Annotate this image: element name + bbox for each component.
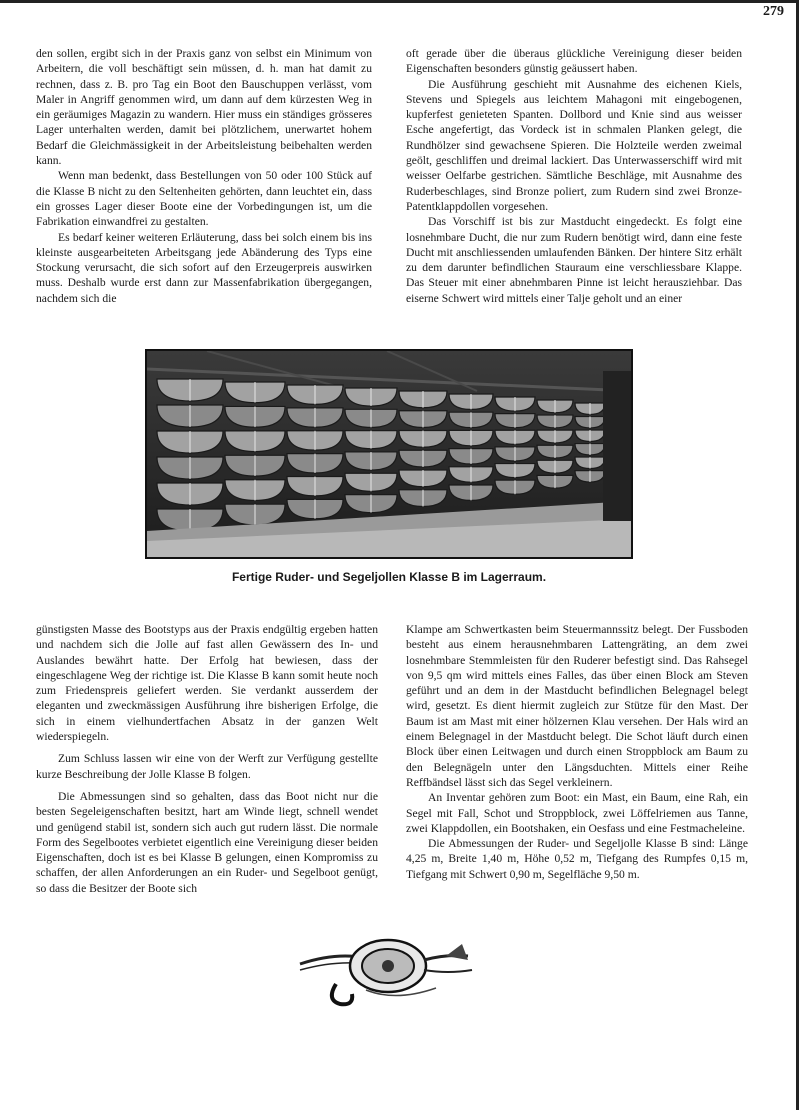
paragraph: Es bedarf keiner weiteren Erläuterung, dass bei solch einem bis ins kleinste ausgearbeiteten Arbeitsgang jede Abänderung des Typs eine Stockung verursacht, die sich sofort auf den Erzeugerpreis auswirken muss. Deshalb wurde erst dann zur Massenfabrikation übergegangen, nachdem sich die bbox=[36, 230, 372, 305]
text-column-1 bbox=[36, 46, 372, 306]
photo-boat-storage bbox=[145, 349, 633, 559]
text-column-3 bbox=[36, 622, 378, 896]
paragraph: Zum Schluss lassen wir eine von der Werft zur Verfügung gestellte kurze Beschreibung der Jolle Klasse B folgen. bbox=[36, 752, 378, 781]
paragraph: Die Ausführung geschieht mit Ausnahme des eichenen Kiels, Stevens und Spiegels aus leichtem Mahagoni mit eingebogenen, kupferfest genieteten Spanten. Dollbord und Knie sind aus weisser Esche angefertigt, das Vordeck ist in schmalen Planken gelegt, die Rundhölzer sind gewachsene Spieren. Die Holzteile werden zweimal geölt, geschliffen und dreimal lackiert. Das Unterwasserschiff wird mit weisser Oelfarbe gestrichen. Sämtliche Beschläge, mit Ausnahme des Ruderbeschlages, sind Bronze poliert, zum Rudern sind zwei Bronze-Patentklappdollen vorgesehen. bbox=[406, 77, 742, 213]
pulley-block-illustration bbox=[296, 930, 482, 1010]
paragraph: günstigsten Masse des Bootstyps aus der Praxis endgültig ergeben hatten und nachdem sich die Jolle auf fast allen Gewässern des In- und Auslandes bewährt hatte. Der Erfolg hat bewiesen, dass der eingeschlagene Weg der richtige ist. Die Klasse B kann somit heute noch zum Friedenspreis geliefert werden. Sie verdankt ausserdem der eleganten und zweckmässigen Ausführung ihre bisherigen Erfolge, die sich in einem vielhundertfachen Absatz in der ganzen Welt wiederspiegeln. bbox=[36, 623, 378, 744]
paragraph: den sollen, ergibt sich in der Praxis ganz von selbst ein Minimum von Arbeitern, die voll beschäftigt sein müssen, d. h. man hat damit zu rechnen, dass z. B. pro Tag ein Boot den Bauschuppen verlässt, vom Maler in Angriff genommen wird, um dann auf dem kürzesten Weg in ein geräumiges Magazin zu wandern. Hier muss ein ständiges grösseres Lager unterhalten werden, damit bei plötzlichem, unerwartet hohem Bedarf die Gleichmässigkeit in der Arbeitsleistung beibehalten werden kann. bbox=[36, 47, 372, 168]
top-rule bbox=[0, 0, 799, 3]
paragraph: Wenn man bedenkt, dass Bestellungen von 50 oder 100 Stück auf die Klasse B nicht zu den Seltenheiten gehörten, dann leuchtet ein, dass ein grosses Lager dieser Boote eine der Vorbedingungen ist, um die Fabrikation einwandfrei zu gestalten. bbox=[36, 169, 372, 229]
paragraph: Die Abmessungen der Ruder- und Segeljolle Klasse B sind: Länge 4,25 m, Breite 1,40 m, Höhe 0,52 m, Tiefgang des Rumpfes 0,15 m, Tiefgang mit Schwert 0,90 m, Segelfläche 9,50 m. bbox=[406, 837, 748, 881]
paragraph: An Inventar gehören zum Boot: ein Mast, ein Baum, eine Rah, ein Segel mit Fall, Schot und Stroppblock, zwei Löffelriemen aus Tanne, zwei Klappdollen, ein Bootshaken, ein Oesfass und eine Festmacheleine. bbox=[406, 791, 748, 835]
paragraph: Das Vorschiff ist bis zur Mastducht eingedeckt. Es folgt eine losnehmbare Ducht, die nur zum Rudern benötigt wird, dann eine feste Ducht mit anschliessenden umlaufenden Bänken. Der hintere Sitz erhält zu dem darunter befindlichen Stauraum eine verschliessbare Klappe. Das Steuer mit einer abnehmbaren Pinne ist leicht herausziehbar. Das eiserne Schwert wird mittels einer Talje geholt und an einer bbox=[406, 215, 742, 305]
paragraph: Die Abmessungen sind so gehalten, dass das Boot nicht nur die besten Segeleigenschaften besitzt, hart am Winde liegt, schnell wendet und genügend stabil ist, sondern sich auch gut rudern lässt. Die normale Form des Segelbootes verbietet eigentlich eine Vereinigung dieser beiden Eigenschaften, doch ist es bei Klasse B gelungen, einen Kompromiss zu schaffen, der allen Anforderungen an ein Ruder- und Segelboot genügt, so dass die Besitzer der Boote sich bbox=[36, 789, 378, 895]
paragraph: Klampe am Schwertkasten beim Steuermannssitz belegt. Der Fussboden besteht aus einem herausnehmbaren Lattengräting, an dem zwei losnehmbare Stemmleisten für den Ruderer befestigt sind. Das Rahsegel von 9,5 qm wird mittels eines Falles, das über einen Block am Steven geführt und an dem in der Mastducht befindlichen Belegnagel belegt wird, gesetzt. Es dient hiermit zugleich zur Stütze für den Mast. Der Baum ist am Mast mit einer hölzernen Klau versehen. Der Hals wird an einem Belegnagel in der Mastducht belegt. Die Schot läuft durch einen Block über einen Leitwagen und durch einen Stroppblock am Baum zu den Belegnägeln unter den Längsduchten. Mittels einer Reihe Reffbändsel lässt sich das Segel verkleinern. bbox=[406, 623, 748, 789]
text-column-4 bbox=[406, 622, 748, 882]
paragraph: oft gerade über die überaus glückliche Vereinigung dieser beiden Eigenschaften besonders günstig geäussert haben. bbox=[406, 47, 742, 76]
page-number: 279 bbox=[763, 4, 784, 19]
text-column-2 bbox=[406, 46, 742, 306]
photo-caption: Fertige Ruder- und Segeljollen Klasse B im Lagerraum. bbox=[231, 570, 547, 584]
